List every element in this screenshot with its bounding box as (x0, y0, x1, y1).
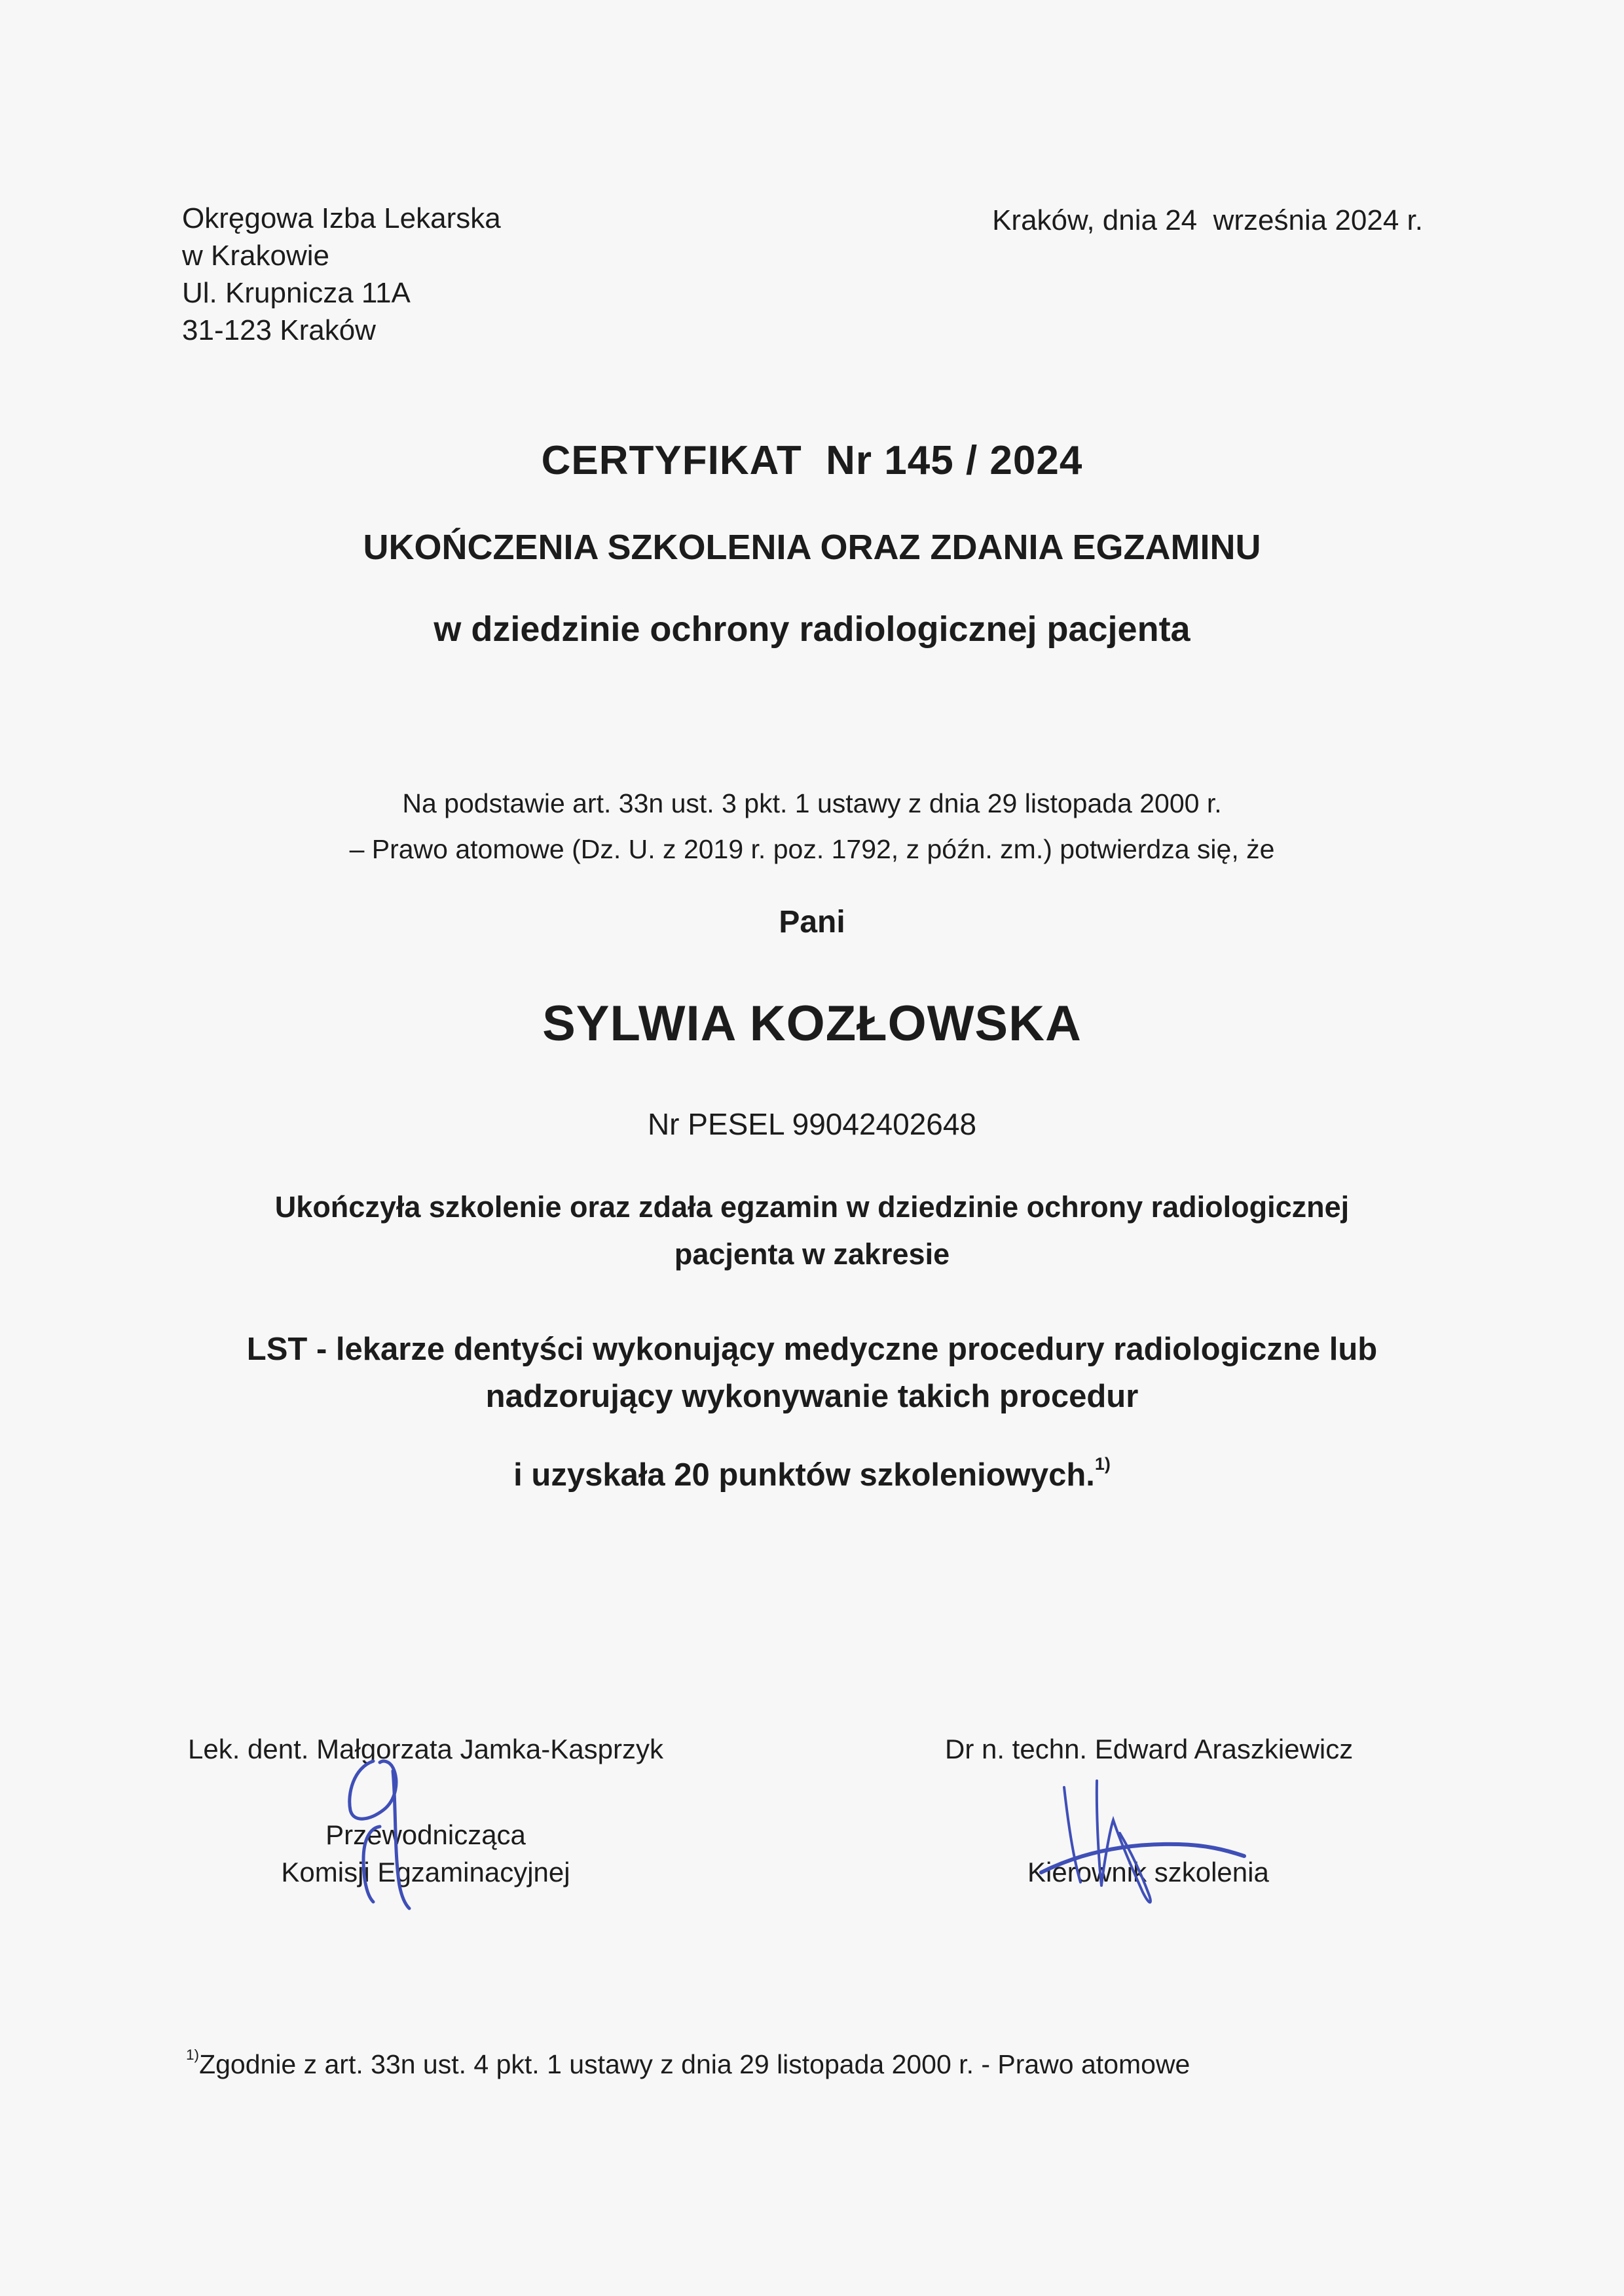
left-role-line: Przewodnicząca (325, 1819, 526, 1850)
statement-line: Ukończyła szkolenie oraz zdała egzamin w dziedzinie ochrony radiologicznej (274, 1190, 1350, 1224)
footnote-text: Zgodnie z art. 33n ust. 4 pkt. 1 ustawy z dnia 29 listopada 2000 r. - Prawo atomowe (199, 2049, 1190, 2079)
certificate-field: w dziedzinie ochrony radiologicznej pacjenta (434, 610, 1190, 649)
scope-line: nadzorujący wykonywanie takich procedur (485, 1379, 1139, 1414)
left-handwritten-signature (334, 1755, 439, 1912)
issuer-line: Okręgowa Izba Lekarska (182, 202, 501, 234)
footnote-reference: 1) (1094, 1454, 1111, 1474)
salutation: Pani (779, 905, 845, 939)
issuer-address (182, 200, 501, 349)
left-signatory-name: Lek. dent. Małgorzata Jamka-Kasprzyk (188, 1734, 663, 1764)
points-text: i uzyskała 20 punktów szkoleniowych. (513, 1457, 1095, 1493)
recipient-pesel: Nr PESEL 99042402648 (647, 1107, 977, 1141)
legal-basis (0, 780, 1624, 872)
issue-date: Kraków, dnia 24 września 2024 r. (992, 204, 1423, 236)
issuer-line: w Krakowie (182, 240, 329, 272)
right-handwritten-signature (1028, 1764, 1264, 1908)
right-signatory-name: Dr n. techn. Edward Araszkiewicz (945, 1734, 1354, 1764)
footnote (186, 2049, 1190, 2080)
left-role-line: Komisji Egzaminacyjnej (281, 1857, 570, 1887)
legal-basis-line: Na podstawie art. 33n ust. 3 pkt. 1 ustawy z dnia 29 listopada 2000 r. (402, 788, 1222, 818)
training-points (0, 1454, 1624, 1493)
legal-basis-line: – Prawo atomowe (Dz. U. z 2019 r. poz. 1792, z późn. zm.) potwierdza się, że (349, 834, 1275, 864)
completion-statement (0, 1184, 1624, 1278)
footnote-mark: 1) (186, 2047, 200, 2063)
certificate-subtitle: UKOŃCZENIA SZKOLENIA ORAZ ZDANIA EGZAMINU (363, 528, 1261, 567)
issuer-line: 31-123 Kraków (182, 314, 376, 346)
right-signatory-role: Kierownik szkolenia (1027, 1857, 1269, 1887)
recipient-name: SYLWIA KOZŁOWSKA (542, 996, 1082, 1051)
issuer-line: Ul. Krupnicza 11A (182, 277, 411, 309)
statement-line: pacjenta w zakresie (674, 1237, 950, 1271)
training-scope (0, 1326, 1624, 1420)
scope-line: LST - lekarze dentyści wykonujący medyczne procedury radiologiczne lub (246, 1332, 1378, 1367)
certificate-title: CERTYFIKAT Nr 145 / 2024 (541, 438, 1083, 483)
